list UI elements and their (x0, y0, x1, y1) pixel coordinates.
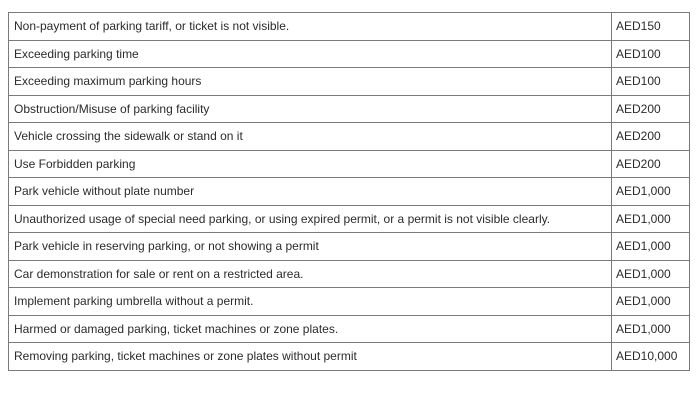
table-row (9, 315, 690, 343)
violation-cell: Unauthorized usage of special need parking, or using expired permit, or a permit is not visible clearly. (9, 205, 612, 233)
table-row (9, 233, 690, 261)
violation-cell: Use Forbidden parking (9, 150, 612, 178)
parking-fines-table (8, 12, 690, 371)
violation-cell: Harmed or damaged parking, ticket machines or zone plates. (9, 315, 612, 343)
fine-amount-cell: AED200 (612, 95, 690, 123)
fines-table-container (8, 12, 689, 371)
table-row (9, 68, 690, 96)
fine-amount-cell: AED10,000 (612, 343, 690, 371)
fine-amount-cell: AED1,000 (612, 288, 690, 316)
fine-amount-cell: AED1,000 (612, 178, 690, 206)
table-row (9, 95, 690, 123)
violation-cell: Non-payment of parking tariff, or ticket is not visible. (9, 13, 612, 41)
table-row (9, 288, 690, 316)
fine-amount-cell: AED1,000 (612, 205, 690, 233)
violation-cell: Exceeding maximum parking hours (9, 68, 612, 96)
table-row (9, 178, 690, 206)
table-row (9, 205, 690, 233)
violation-cell: Obstruction/Misuse of parking facility (9, 95, 612, 123)
fine-amount-cell: AED150 (612, 13, 690, 41)
fine-amount-cell: AED200 (612, 123, 690, 151)
fine-amount-cell: AED100 (612, 68, 690, 96)
violation-cell: Implement parking umbrella without a permit. (9, 288, 612, 316)
table-row (9, 260, 690, 288)
violation-cell: Vehicle crossing the sidewalk or stand on it (9, 123, 612, 151)
fine-amount-cell: AED100 (612, 40, 690, 68)
violation-cell: Car demonstration for sale or rent on a restricted area. (9, 260, 612, 288)
fine-amount-cell: AED200 (612, 150, 690, 178)
table-row (9, 123, 690, 151)
fine-amount-cell: AED1,000 (612, 233, 690, 261)
violation-cell: Removing parking, ticket machines or zone plates without permit (9, 343, 612, 371)
table-row (9, 40, 690, 68)
fine-amount-cell: AED1,000 (612, 260, 690, 288)
violation-cell: Park vehicle in reserving parking, or not showing a permit (9, 233, 612, 261)
table-row (9, 13, 690, 41)
fine-amount-cell: AED1,000 (612, 315, 690, 343)
violation-cell: Exceeding parking time (9, 40, 612, 68)
table-row (9, 343, 690, 371)
violation-cell: Park vehicle without plate number (9, 178, 612, 206)
table-row (9, 150, 690, 178)
